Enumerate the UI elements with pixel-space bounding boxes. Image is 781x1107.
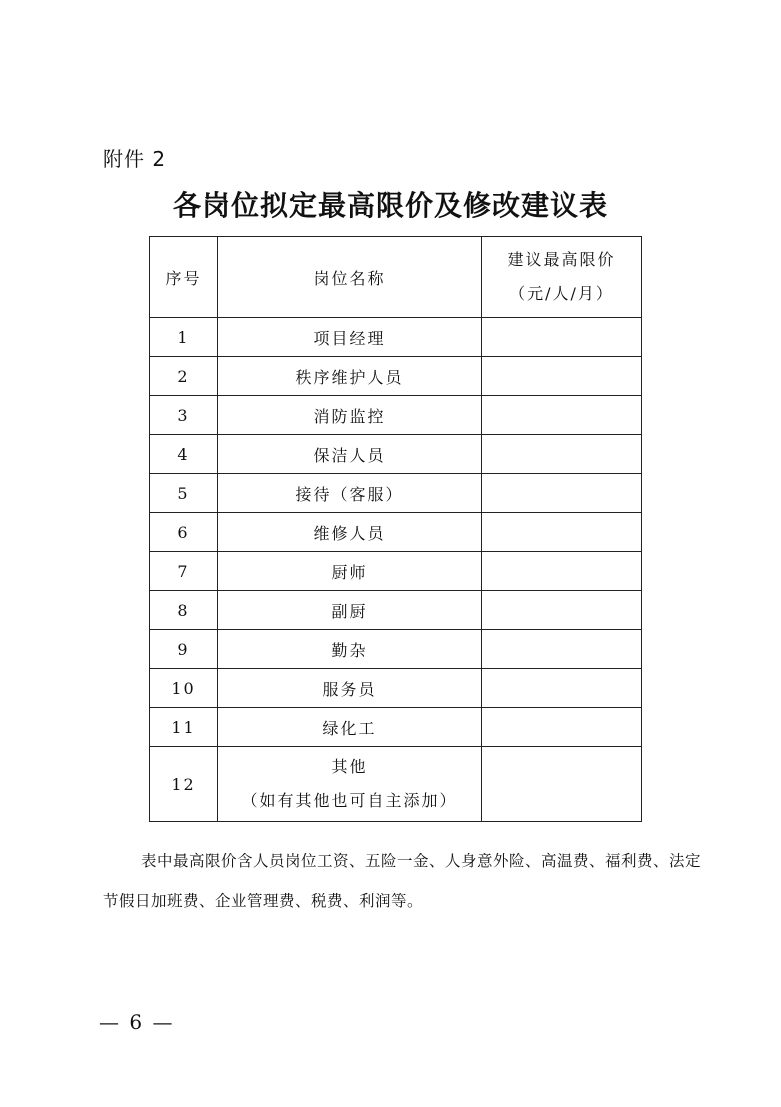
cell-name: 服务员 (218, 669, 482, 708)
table-note: 表中最高限价含人员岗位工资、五险一金、人身意外险、高温费、福利费、法定节假日加班费、企业管理费、税费、利润等。 (103, 852, 702, 910)
cell-no: 7 (150, 552, 218, 591)
page-number: — 6 — (99, 1010, 175, 1034)
cell-name: 保洁人员 (218, 435, 482, 474)
header-price-line2: （元/人/月） (509, 284, 614, 303)
cell-name-line1: 其他 (331, 757, 368, 776)
cell-name: 副厨 (218, 591, 482, 630)
cell-price (482, 318, 642, 357)
cell-price (482, 669, 642, 708)
cell-price (482, 474, 642, 513)
cell-no: 2 (150, 357, 218, 396)
table-row (150, 435, 642, 474)
header-price-line1: 建议最高限价 (507, 250, 616, 269)
cell-price (482, 630, 642, 669)
cell-price (482, 708, 642, 747)
table-row (150, 708, 642, 747)
cell-no: 5 (150, 474, 218, 513)
cell-price (482, 513, 642, 552)
cell-no: 12 (150, 747, 218, 822)
cell-price (482, 747, 642, 822)
table-row (150, 552, 642, 591)
cell-no: 10 (150, 669, 218, 708)
cell-name: 秩序维护人员 (218, 357, 482, 396)
cell-price (482, 357, 642, 396)
table-header-row (150, 237, 642, 318)
cell-name: 项目经理 (218, 318, 482, 357)
cell-no: 3 (150, 396, 218, 435)
price-table (149, 236, 642, 822)
table-row (150, 669, 642, 708)
table-row (150, 357, 642, 396)
header-name: 岗位名称 (218, 237, 482, 318)
cell-name: 绿化工 (218, 708, 482, 747)
table-row-other (150, 747, 642, 822)
table-row (150, 474, 642, 513)
cell-name (218, 747, 482, 822)
table-row (150, 318, 642, 357)
cell-no: 1 (150, 318, 218, 357)
table-row (150, 630, 642, 669)
cell-price (482, 435, 642, 474)
cell-no: 6 (150, 513, 218, 552)
cell-name: 消防监控 (218, 396, 482, 435)
cell-price (482, 591, 642, 630)
cell-name: 厨师 (218, 552, 482, 591)
cell-price (482, 396, 642, 435)
table-row (150, 591, 642, 630)
cell-no: 9 (150, 630, 218, 669)
cell-name-line2: （如有其他也可自主添加） (241, 791, 458, 810)
attachment-label: 附件 2 (103, 147, 167, 171)
table-row (150, 513, 642, 552)
cell-name: 勤杂 (218, 630, 482, 669)
cell-no: 4 (150, 435, 218, 474)
header-price (482, 237, 642, 318)
cell-name: 维修人员 (218, 513, 482, 552)
cell-name: 接待（客服） (218, 474, 482, 513)
document-title: 各岗位拟定最高限价及修改建议表 (172, 189, 608, 222)
cell-no: 11 (150, 708, 218, 747)
cell-no: 8 (150, 591, 218, 630)
cell-price (482, 552, 642, 591)
table-body (150, 318, 642, 822)
table-row (150, 396, 642, 435)
header-no: 序号 (150, 237, 218, 318)
